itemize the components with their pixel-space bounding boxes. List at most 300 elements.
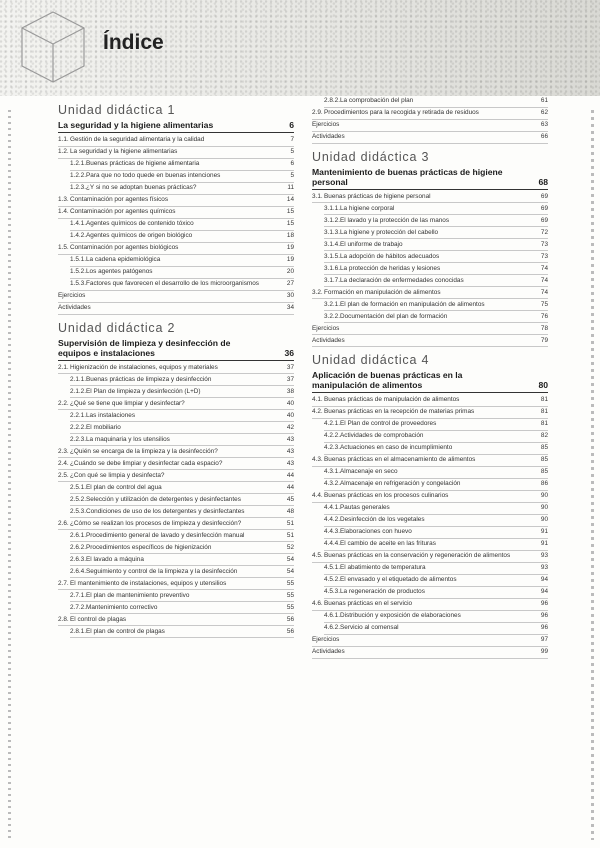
page-number: 44 — [286, 483, 294, 491]
toc-entry[interactable] — [324, 97, 548, 108]
entry-text: Servicio al comensal — [340, 624, 399, 631]
page-number: 37 — [286, 363, 294, 371]
entry-text: Selección y utilización de detergentes y desinfectantes — [86, 495, 241, 503]
page-number: 91 — [540, 540, 548, 547]
toc-entry[interactable] — [70, 628, 294, 639]
entry-text: Agentes químicos de origen biológico — [86, 232, 193, 239]
entry-number: 4.6.1. — [324, 612, 340, 619]
toc-entry[interactable] — [312, 600, 548, 611]
toc-entry[interactable] — [58, 148, 294, 159]
entry-number: 1.2.2. — [70, 172, 86, 179]
toc-entry[interactable] — [324, 277, 548, 288]
page-number: 55 — [286, 591, 294, 599]
toc-entry[interactable] — [324, 229, 548, 240]
entry-number: 1.4. — [58, 208, 69, 215]
entry-number: 3.1.2. — [324, 216, 340, 224]
page-number: 85 — [540, 456, 548, 463]
page-number: 73 — [540, 240, 548, 248]
toc-entry[interactable] — [324, 516, 548, 527]
page-number: 78 — [540, 324, 548, 332]
toc-entry[interactable] — [324, 217, 548, 228]
left-edge-texture — [8, 110, 11, 840]
entry-text: Buenas prácticas de higiene alimentaria — [86, 160, 200, 167]
entry-text: Agentes químicos de contenido tóxico — [86, 220, 194, 227]
entry-number: 2.6.4. — [70, 567, 86, 575]
page-number: 86 — [540, 480, 548, 487]
entry-number: 2.6.1. — [70, 531, 86, 539]
entry-text: El plan de control de plagas — [86, 627, 165, 635]
toc-entry[interactable] — [312, 133, 548, 144]
entry-number: 4.2.2. — [324, 432, 340, 439]
entry-text: El mantenimiento de instalaciones, equipos y utensilios — [70, 579, 227, 587]
page-number: 62 — [540, 109, 548, 116]
entry-number: 1.4.1. — [70, 220, 86, 227]
entry-number: 2.2. — [58, 399, 69, 407]
entry-text: Para que no todo quede en buenas intenciones — [86, 172, 221, 179]
page-number: 19 — [286, 244, 294, 251]
toc-entry[interactable] — [70, 256, 294, 267]
toc-entry[interactable] — [312, 289, 548, 300]
page-number: 69 — [540, 204, 548, 212]
toc-entry[interactable] — [70, 184, 294, 195]
page-number: 40 — [286, 399, 294, 407]
toc-entry[interactable] — [70, 424, 294, 435]
page-number: 94 — [540, 576, 548, 583]
entry-text: La higiene y protección del cabello — [340, 228, 439, 236]
entry-number: 2.5.3. — [70, 507, 86, 515]
toc-entry[interactable] — [324, 480, 548, 491]
entry-text: El uniforme de trabajo — [340, 240, 403, 248]
toc-entry[interactable] — [324, 564, 548, 575]
toc-entry[interactable] — [70, 376, 294, 387]
page-number: 90 — [540, 516, 548, 523]
page-number: 79 — [540, 336, 548, 344]
page-number: 14 — [286, 196, 294, 203]
entry-text: La declaración de enfermedades conocidas — [340, 276, 464, 284]
entry-number: 1.2. — [58, 148, 69, 155]
toc-right-column — [312, 97, 548, 660]
page-number: 54 — [286, 567, 294, 575]
page-number: 42 — [286, 423, 294, 431]
entry-number: 2.2.3. — [70, 435, 86, 443]
entry-text: La seguridad y la higiene alimentarias — [70, 148, 178, 155]
page-number: 96 — [540, 612, 548, 619]
toc-entry[interactable] — [324, 612, 548, 623]
page-number: 38 — [286, 387, 294, 395]
entry-number: 1.4.2. — [70, 232, 86, 239]
entry-number: 4.6. — [312, 600, 323, 607]
page-number: 61 — [540, 97, 548, 104]
page-number: 85 — [540, 444, 548, 451]
page-number: 27 — [286, 280, 294, 287]
entry-text: Documentación del plan de formación — [340, 312, 448, 320]
page-number: 56 — [286, 627, 294, 635]
page-number: 69 — [540, 216, 548, 224]
entry-number: 4.3. — [312, 456, 323, 463]
entry-number: 2.2.1. — [70, 411, 86, 419]
entry-text: Pautas generales — [340, 504, 390, 511]
entry-text: Elaboraciones con huevo — [340, 528, 412, 535]
toc-entry[interactable] — [70, 412, 294, 423]
page-number: 74 — [540, 276, 548, 284]
toc-entry[interactable] — [324, 241, 548, 252]
entry-number: 4.2.1. — [324, 420, 340, 427]
toc-entry[interactable] — [58, 364, 294, 375]
entry-text: Desinfección de los vegetales — [340, 516, 425, 523]
entry-text: Actividades de comprobación — [340, 432, 424, 439]
page-number: 90 — [540, 504, 548, 511]
entry-text: Buenas prácticas de limpieza y desinfección — [86, 375, 212, 383]
entry-text: El plan de formación en manipulación de alimentos — [340, 300, 485, 308]
page-number: 93 — [540, 564, 548, 571]
cube-logo-icon — [18, 8, 88, 88]
entry-text: Buenas prácticas en el servicio — [324, 600, 413, 607]
page-number: 44 — [286, 471, 294, 479]
unit-title-row[interactable] — [58, 338, 294, 361]
page-number: 15 — [286, 220, 294, 227]
unit-title: Supervisión de limpieza y desinfección de equipos e instalaciones — [58, 337, 231, 358]
entry-number: 1.3. — [58, 196, 69, 203]
entry-text: Buenas prácticas en los procesos culinarios — [324, 492, 449, 499]
toc-entry[interactable] — [58, 520, 294, 531]
entry-text: ¿Cuándo se debe limpiar y desinfectar cada espacio? — [70, 459, 223, 467]
toc-entry[interactable] — [324, 432, 548, 443]
page-number: 37 — [286, 375, 294, 383]
toc-entry[interactable] — [324, 420, 548, 431]
entry-number: 2.9. — [312, 109, 323, 116]
toc-entry[interactable] — [58, 196, 294, 207]
page-number: 74 — [540, 288, 548, 296]
page-number: 40 — [286, 411, 294, 419]
page-number: 30 — [286, 292, 294, 299]
entry-text: El cambio de aceite en las frituras — [340, 540, 436, 547]
entry-number: 1.5.2. — [70, 268, 86, 275]
entry-text: El control de plagas — [70, 615, 127, 623]
page-number: 51 — [286, 531, 294, 539]
toc-entry[interactable] — [324, 540, 548, 551]
toc-entry[interactable] — [58, 472, 294, 483]
entry-number: 4.4.3. — [324, 528, 340, 535]
entry-text: Actividades — [58, 304, 91, 311]
toc-entry[interactable] — [58, 208, 294, 219]
page-number: 20 — [286, 268, 294, 275]
entry-number: 4.4.4. — [324, 540, 340, 547]
page-number: 81 — [540, 396, 548, 403]
toc-entry[interactable] — [312, 325, 548, 336]
entry-number: 2.8.2. — [324, 97, 340, 104]
page-number: 73 — [540, 252, 548, 260]
entry-number: 4.3.1. — [324, 468, 340, 475]
entry-text: Seguimiento y control de la limpieza y la desinfección — [86, 567, 238, 575]
entry-text: ¿Con qué se limpia y desinfecta? — [70, 471, 165, 479]
unit-title: Mantenimiento de buenas prácticas de higiene personal — [312, 166, 503, 187]
entry-number: 1.5.3. — [70, 280, 86, 287]
page-number: 34 — [286, 304, 294, 311]
page-number: 43 — [286, 435, 294, 443]
toc-entry[interactable] — [324, 205, 548, 216]
entry-number: 3.1.7. — [324, 276, 340, 284]
entry-text: El plan de control del agua — [86, 483, 162, 491]
entry-text: Ejercicios — [312, 636, 340, 643]
toc-entry[interactable] — [70, 508, 294, 519]
toc-entry[interactable] — [70, 544, 294, 555]
toc-entry[interactable] — [70, 592, 294, 603]
toc-entry[interactable] — [70, 484, 294, 495]
entry-number: 3.1.4. — [324, 240, 340, 248]
toc-entry[interactable] — [70, 532, 294, 543]
entry-number: 2.2.2. — [70, 423, 86, 431]
page-number: 82 — [540, 432, 548, 439]
entry-number: 2.7.2. — [70, 603, 86, 611]
toc-entry[interactable] — [58, 304, 294, 315]
page-number: 96 — [540, 600, 548, 607]
page-number: 43 — [286, 459, 294, 467]
toc-entry[interactable] — [312, 456, 548, 467]
page-number: 18 — [286, 232, 294, 239]
toc-entry[interactable] — [70, 496, 294, 507]
unit-heading: Unidad didáctica 1 — [58, 103, 176, 117]
entry-number: 3.1.3. — [324, 228, 340, 236]
entry-text: Procedimiento general de lavado y desinfección manual — [86, 531, 245, 539]
entry-text: Actuaciones en caso de incumplimiento — [340, 444, 453, 451]
toc-entry[interactable] — [58, 580, 294, 591]
page-number: 5 — [290, 148, 294, 155]
entry-number: 3.2.1. — [324, 300, 340, 308]
unit-title: La seguridad y la higiene alimentarias — [58, 120, 214, 130]
toc-entry[interactable] — [312, 193, 548, 204]
entry-number: 2.5.1. — [70, 483, 86, 491]
unit-heading: Unidad didáctica 4 — [312, 353, 430, 367]
toc-entry[interactable] — [324, 265, 548, 276]
entry-text: ¿Cómo se realizan los procesos de limpieza y desinfección? — [70, 519, 242, 527]
page-number: 81 — [540, 408, 548, 415]
entry-text: La higiene corporal — [340, 204, 395, 212]
entry-number: 3.1. — [312, 192, 323, 200]
entry-text: Los agentes patógenos — [86, 268, 153, 275]
toc-entry[interactable] — [324, 253, 548, 264]
entry-number: 1.1. — [58, 136, 69, 143]
page-number: 54 — [286, 555, 294, 563]
toc-entry[interactable] — [324, 576, 548, 587]
toc-entry[interactable] — [312, 636, 548, 647]
toc-entry[interactable] — [70, 604, 294, 615]
page-number: 66 — [540, 133, 548, 140]
toc-entry[interactable] — [312, 408, 548, 419]
entry-number: 2.7. — [58, 579, 69, 587]
entry-number: 2.6.2. — [70, 543, 86, 551]
entry-text: Buenas prácticas de higiene personal — [324, 192, 431, 200]
unit-title-row[interactable] — [312, 370, 548, 393]
page-number: 75 — [540, 300, 548, 308]
entry-text: Procedimientos específicos de higienización — [86, 543, 212, 551]
entry-number: 2.8. — [58, 615, 69, 623]
page-number: 91 — [540, 528, 548, 535]
entry-text: ¿Y si no se adoptan buenas prácticas? — [86, 184, 197, 191]
entry-text: La protección de heridas y lesiones — [340, 264, 441, 272]
entry-number: 2.1.2. — [70, 387, 86, 395]
page-number: 48 — [286, 507, 294, 515]
entry-number: 3.1.6. — [324, 264, 340, 272]
entry-text: Actividades — [312, 133, 345, 140]
page-number: 55 — [286, 603, 294, 611]
toc-entry[interactable] — [58, 448, 294, 459]
entry-number: 4.3.2. — [324, 480, 340, 487]
toc-entry[interactable] — [58, 616, 294, 627]
unit-title-row[interactable] — [312, 167, 548, 190]
toc-entry[interactable] — [70, 160, 294, 171]
entry-text: Buenas prácticas de manipulación de alimentos — [324, 396, 460, 403]
toc-entry[interactable] — [70, 172, 294, 183]
page-title: Índice — [103, 31, 164, 54]
entry-text: Buenas prácticas en la recepción de materias primas — [324, 408, 475, 415]
entry-number: 2.1. — [58, 363, 69, 371]
entry-number: 4.4.2. — [324, 516, 340, 523]
entry-number: 2.3. — [58, 447, 69, 455]
entry-text: Formación en manipulación de alimentos — [324, 288, 441, 296]
entry-number: 2.1.1. — [70, 375, 86, 383]
entry-text: Contaminación por agentes físicos — [70, 196, 169, 203]
toc-entry[interactable] — [70, 220, 294, 231]
page-number: 97 — [540, 636, 548, 643]
entry-text: Actividades — [312, 336, 345, 344]
page-number: 6 — [289, 120, 294, 130]
page-number: 36 — [284, 347, 294, 358]
entry-text: El Plan de limpieza y desinfección (L+D) — [86, 387, 201, 395]
entry-number: 4.4.1. — [324, 504, 340, 511]
entry-text: El envasado y el etiquetado de alimentos — [340, 576, 457, 583]
page-number: 15 — [286, 208, 294, 215]
entry-number: 4.6.2. — [324, 624, 340, 631]
toc-entry[interactable] — [58, 136, 294, 147]
entry-number: 4.2. — [312, 408, 323, 415]
entry-text: Condiciones de uso de los detergentes y desinfectantes — [86, 507, 245, 515]
entry-text: Almacenaje en refrigeración y congelación — [340, 480, 461, 487]
page-number: 94 — [540, 588, 548, 595]
page-number: 55 — [286, 579, 294, 587]
entry-number: 4.1. — [312, 396, 323, 403]
toc-entry[interactable] — [70, 556, 294, 567]
entry-number: 1.5. — [58, 244, 69, 251]
toc-entry[interactable] — [324, 588, 548, 599]
toc-entry[interactable] — [58, 400, 294, 411]
entry-text: Higienización de instalaciones, equipos y materiales — [70, 363, 218, 371]
entry-number: 4.4. — [312, 492, 323, 499]
toc-entry[interactable] — [312, 396, 548, 407]
entry-number: 1.5.1. — [70, 256, 86, 263]
entry-number: 2.5.2. — [70, 495, 86, 503]
toc-entry[interactable] — [58, 244, 294, 255]
entry-text: Ejercicios — [58, 292, 86, 299]
page-number: 81 — [540, 420, 548, 427]
toc-entry[interactable] — [324, 313, 548, 324]
page-number: 93 — [540, 552, 548, 559]
page-number: 52 — [286, 543, 294, 551]
page-number: 56 — [286, 615, 294, 623]
entry-text: ¿Quién se encarga de la limpieza y la desinfección? — [70, 447, 218, 455]
page-number: 45 — [286, 495, 294, 503]
entry-number: 3.2.2. — [324, 312, 340, 320]
page-number: 72 — [540, 228, 548, 236]
toc-entry[interactable] — [324, 528, 548, 539]
toc-entry[interactable] — [324, 504, 548, 515]
entry-text: El lavado a máquina — [86, 555, 144, 563]
page-number: 96 — [540, 624, 548, 631]
toc-entry[interactable] — [58, 292, 294, 303]
entry-text: Mantenimiento correctivo — [86, 603, 158, 611]
toc-entry[interactable] — [312, 492, 548, 503]
toc-entry[interactable] — [70, 568, 294, 579]
toc-entry[interactable] — [312, 648, 548, 659]
toc-entry[interactable] — [70, 436, 294, 447]
entry-number: 4.5.2. — [324, 576, 340, 583]
entry-text: Factores que favorecen el desarrollo de los microorganismos — [86, 280, 259, 287]
entry-number: 2.6. — [58, 519, 69, 527]
page-number: 7 — [290, 136, 294, 143]
page-number: 51 — [286, 519, 294, 527]
entry-number: 2.7.1. — [70, 591, 86, 599]
toc-entry[interactable] — [312, 121, 548, 132]
page-number: 85 — [540, 468, 548, 475]
toc-entry[interactable] — [58, 460, 294, 471]
toc-entry[interactable] — [324, 468, 548, 479]
toc-entry[interactable] — [70, 232, 294, 243]
entry-number: 4.5.1. — [324, 564, 340, 571]
entry-text: Las instalaciones — [86, 411, 136, 419]
entry-number: 1.2.1. — [70, 160, 86, 167]
page-number: 76 — [540, 312, 548, 320]
entry-number: 4.2.3. — [324, 444, 340, 451]
page-number: 63 — [540, 121, 548, 128]
toc-left-column — [58, 97, 294, 640]
page-number: 99 — [540, 648, 548, 655]
entry-text: Contaminación por agentes químicos — [70, 208, 176, 215]
toc-entry[interactable] — [324, 444, 548, 455]
entry-text: Procedimientos para la recogida y retirada de residuos — [324, 109, 479, 116]
header-banner — [0, 0, 600, 96]
page-number: 5 — [290, 172, 294, 179]
unit-heading: Unidad didáctica 3 — [312, 149, 430, 164]
unit-heading: Unidad didáctica 2 — [58, 320, 176, 335]
entry-text: Ejercicios — [312, 121, 340, 128]
entry-text: Actividades — [312, 648, 345, 655]
entry-text: La regeneración de productos — [340, 588, 425, 595]
entry-text: Distribución y exposición de elaboraciones — [340, 612, 461, 619]
entry-text: La maquinaria y los utensilios — [86, 435, 170, 443]
page-number: 43 — [286, 447, 294, 455]
toc-entry[interactable] — [324, 301, 548, 312]
toc-entry[interactable] — [70, 388, 294, 399]
page-number: 68 — [538, 176, 548, 187]
entry-text: Almacenaje en seco — [340, 468, 398, 475]
toc-entry[interactable] — [70, 280, 294, 291]
toc-entry[interactable] — [70, 268, 294, 279]
entry-text: Contaminación por agentes biológicos — [70, 244, 179, 251]
entry-text: La comprobación del plan — [340, 97, 414, 104]
page-number: 80 — [538, 380, 548, 390]
unit-title: Aplicación de buenas prácticas en la manipulación de alimentos — [312, 370, 463, 390]
entry-text: La cadena epidemiológica — [86, 256, 161, 263]
toc-entry[interactable] — [312, 109, 548, 120]
entry-number: 2.6.3. — [70, 555, 86, 563]
entry-number: 3.1.1. — [324, 204, 340, 212]
entry-text: ¿Qué se tiene que limpiar y desinfectar? — [70, 399, 185, 407]
unit-title-row[interactable] — [58, 120, 294, 133]
toc-entry[interactable] — [312, 552, 548, 563]
toc-entry[interactable] — [312, 337, 548, 348]
toc-entry[interactable] — [324, 624, 548, 635]
entry-text: El lavado y la protección de las manos — [340, 216, 450, 224]
page-number: 19 — [286, 256, 294, 263]
